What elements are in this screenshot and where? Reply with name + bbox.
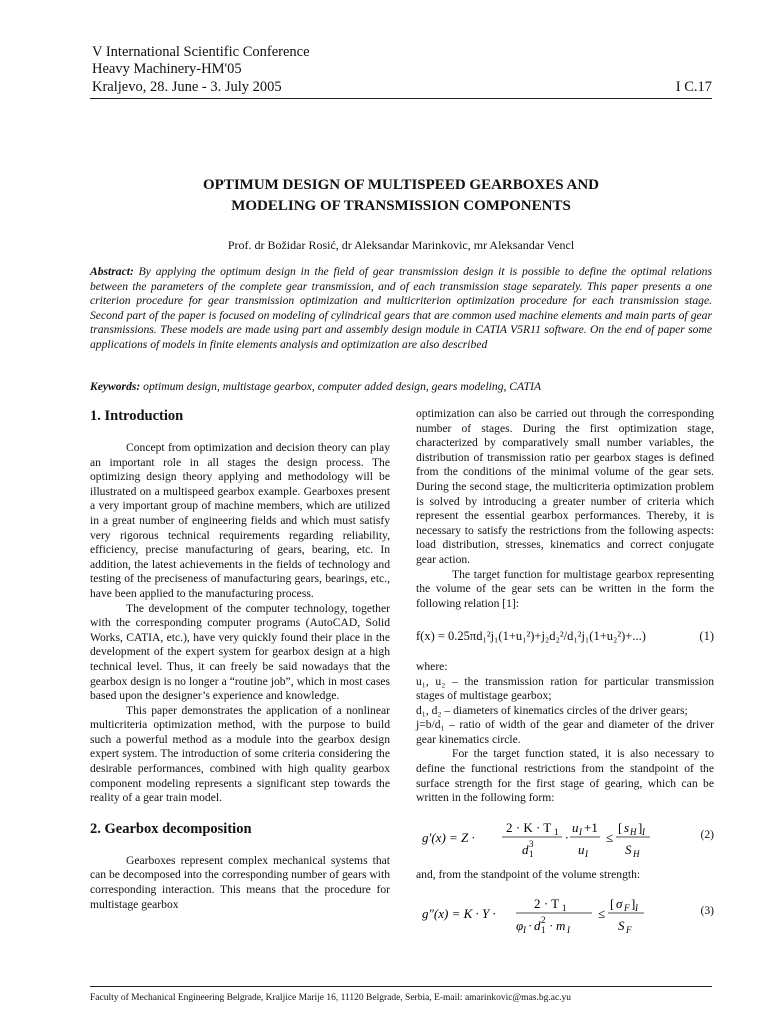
svg-text:φ: φ [516,918,524,934]
svg-text:2 · T: 2 · T [534,896,560,912]
keywords [90,380,712,393]
svg-text:u: u [578,841,585,857]
svg-text:S: S [625,841,632,857]
paper-title [90,175,712,217]
footer-affiliation: Faculty of Mechanical Engineering Belgrade, Kraljice Marije 16, 11120 Belgrade, Serbia, E-mail: amarinkovic@mas.bg.ac.yu [90,993,572,1003]
equation-2-number: (2) [700,827,714,841]
svg-text:2: 2 [541,915,546,926]
svg-text:≤: ≤ [598,906,606,922]
svg-text:1: 1 [529,848,534,859]
svg-text:I: I [642,826,645,837]
section-heading-introduction: 1. Introduction [90,408,184,424]
conference-dates: Kraljevo, 28. June - 3. July 2005 [92,79,282,95]
definition: u₁, u₂ – the transmission ration for particular transmission stages of multistage gearbox; [416,674,714,703]
svg-text:F: F [626,925,632,936]
authors: Prof. dr Božidar Rosić, dr Aleksandar Marinkovic, mr Aleksandar Vencl [227,238,575,252]
svg-text:d: d [534,918,541,934]
definition: d₁, d₂ – diameters of kinematics circles of the driver gears; [416,703,688,717]
paragraph: Concept from optimization and decision theory can play an important role in all stages the design process. The optimizing design theory applying and methodology will be illustrated on a multispeed gearbox example. Gearboxes present a very important group of machine members, which are utilized in a great number of engineering fields and which must satisfy very rigorous technical requirements regarding reliability, efficiency, precise manufacturing of gears, bearing, etc. In addition, the latest achievements in the fields of technology and testing of the preciseness of manufacturing gears, bearings, etc., have been applied to the manufacturing process. [90,441,390,600]
svg-text:H: H [630,826,637,837]
abstract [90,265,712,353]
svg-text:I: I [523,925,526,936]
svg-text:]: ] [638,819,643,835]
svg-text:g″(x) = K · Y ·: g″(x) = K · Y · [422,906,496,922]
conference-subtitle: Heavy Machinery-HM'05 [92,61,242,77]
svg-text:F: F [624,903,630,914]
svg-text:H: H [633,848,640,859]
equation-2 [416,812,714,862]
where-label: where: [416,659,448,673]
paragraph: The development of the computer technology, together with the corresponding computer programs (AutoCAD, Solid Works, CATIA, etc.), have very quickly found their place in the development of the expert system for gearbox design at a high technical level. Thus, it can freely be said nowadays that the gearbox design is no longer a “routine job”, which in most cases based upon the designer’s experience and knowledge. [90,601,390,703]
paragraph: The target function for multistage gearbox representing the volume of the gear sets can be written in the form the following relation [1]: [416,567,714,610]
svg-text:I: I [579,826,582,837]
title-line-2: MODELING OF TRANSMISSION COMPONENTS [231,198,571,214]
svg-text:[: [ [610,896,615,912]
svg-text:+1: +1 [584,819,598,835]
paragraph: For the target function stated, it is also necessary to define the functional restrictions from the standpoint of the surface strength for the first stage of gearing, which can be written in the following form: [416,747,714,805]
left-column [90,407,390,912]
conference-name: V International Scientific Conference [92,44,310,60]
right-column [416,407,714,944]
section-heading-gearbox-decomposition: 2. Gearbox decomposition [90,820,252,837]
paper-code: I C.17 [675,79,712,95]
title-line-1: OPTIMUM DESIGN OF MULTISPEED GEARBOXES AND [202,177,600,193]
abstract-text: By applying the optimum design in the field of gear transmission design it is possible to define the optimal relations between the parameters of the complete gear transmission, and of each transmission stage separately. This paper presents a one criterion procedure for gear transmission optimization and multicriterion optimization procedure for each transmission stage. Second part of the paper is focused on modeling of cylindrical gears that are common used machine elements and main parts of gear transmissions. These models are made using part and assembly design module in CATIA V5R11 software. On the end of paper some applications of models in finite elements analysis and optimization are also described [90,265,712,351]
svg-text:·: · [549,918,554,934]
equation-1-number: (1) [699,629,714,644]
svg-text:s: s [624,819,630,835]
svg-text:d: d [522,841,529,857]
svg-text:2 · K · T: 2 · K · T [506,819,552,835]
svg-text:]: ] [631,896,636,912]
footer-rule [90,986,712,987]
svg-text:g′(x) = Z ·: g′(x) = Z · [422,829,475,845]
svg-text:I: I [635,903,638,914]
svg-text:σ: σ [616,896,623,912]
equation-2-formula [422,812,662,862]
svg-text:≤: ≤ [606,829,614,845]
svg-text:m: m [556,918,566,934]
svg-text:·: · [528,918,533,934]
equation-1 [416,629,714,644]
svg-text:I: I [567,925,570,936]
svg-text:1: 1 [541,925,546,936]
abstract-label: Abstract: [90,265,134,278]
svg-text:[: [ [618,819,623,835]
equation-3 [416,888,714,938]
svg-text:S: S [618,918,625,934]
definition: j=b/d₁ – ratio of width of the gear and diameter of the driver gear kinematics circle. [416,718,714,746]
keywords-text: optimum design, multistage gearbox, computer added design, gears modeling, CATIA [143,380,542,393]
header-rule [90,98,712,99]
paragraph: This paper demonstrates the application of a nonlinear multicriteria optimization method, with the purpose to build such a powerful method as a module into the gearbox design expert system. The introduction of some criteria considering the desirable performances, combined with high quality gearbox component modeling represents a significant step towards the reality of a gear train model. [90,703,390,805]
svg-text:u: u [572,819,579,835]
paragraph: optimization can also be carried out through the corresponding number of stages. During the first optimization stage, characterized by comparatively small number variables, the distribution of transmission ratio per gearbox stages is defined from the conditions of the minimal volume of the gear sets. During the second stage, the multicriteria optimization problem is solved by introducing a greater number of criteria which represent the essential gearbox performances. Thereby, it is necessary to satisfy the restrictions from the following aspects: load distribution, stresses, kinematics and correct conjugate gear action. [416,407,714,566]
svg-text:1: 1 [554,826,559,837]
paragraph: and, from the standpoint of the volume strength: [416,867,641,881]
svg-text:3: 3 [529,838,534,849]
paragraph: Gearboxes represent complex mechanical systems that can be decomposed into the corresponding number of gears with corresponding interaction. This means that the procedure for multistage gearbox [90,853,390,911]
equation-1-body: f(x) = 0.25πd₁²j₁(1+u₁²)+j₂d₂²/d₁²j₁(1+u₂²)+...) [416,629,646,644]
equation-3-formula [422,888,662,938]
svg-text:·: · [565,829,569,845]
keywords-label: Keywords: [90,380,141,393]
svg-text:1: 1 [562,903,567,914]
svg-text:I: I [585,848,588,859]
equation-3-number: (3) [700,904,714,918]
